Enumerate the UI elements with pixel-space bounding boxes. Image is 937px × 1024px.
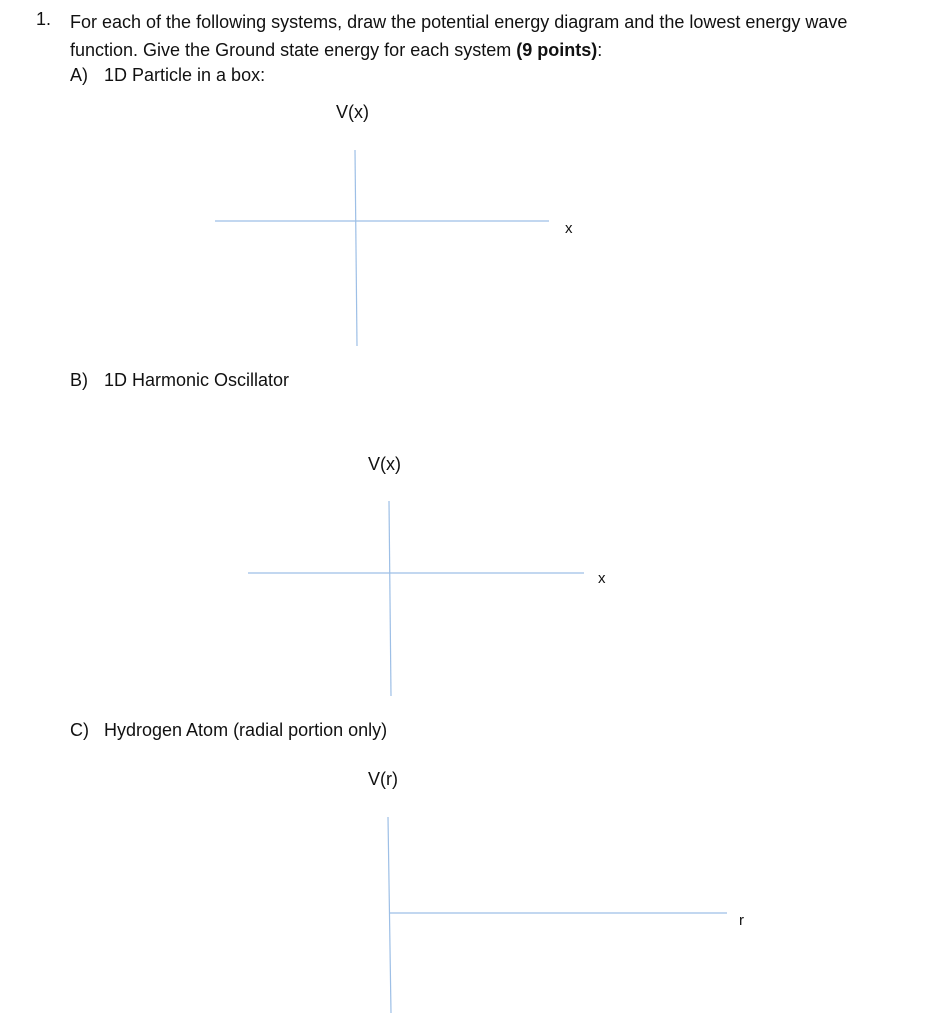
part-a-heading (70, 64, 265, 86)
part-a-letter: A) (70, 65, 88, 85)
part-a-y-axis (355, 150, 357, 346)
part-c-axes (388, 817, 727, 1013)
part-c-heading (70, 719, 387, 741)
part-a-axes (215, 150, 549, 346)
part-b-y-axis (389, 501, 391, 696)
part-a-x-axis-label: x (565, 220, 573, 237)
question-text-end: : (597, 40, 603, 60)
question-number: 1. (36, 9, 52, 29)
question-points: (9 points) (516, 40, 598, 60)
part-c-y-axis-label: V(r) (368, 769, 398, 789)
part-c-x-axis-label: r (739, 912, 744, 929)
question-prompt (70, 8, 900, 64)
part-c-letter: C) (70, 720, 89, 740)
part-a-title: 1D Particle in a box: (104, 65, 266, 85)
part-b-heading (70, 369, 289, 391)
part-b-letter: B) (70, 370, 88, 390)
part-b-x-axis-label: x (598, 570, 606, 587)
part-c-y-axis (388, 817, 391, 1013)
part-a-y-axis-label: V(x) (336, 102, 369, 122)
part-b-title: 1D Harmonic Oscillator (104, 370, 290, 390)
part-b-axes (248, 501, 584, 696)
question-text-main: For each of the following systems, draw the potential energy diagram and the lowest energy wave function. Give the Ground state energy for each system (70, 12, 848, 60)
part-b-y-axis-label: V(x) (368, 454, 401, 474)
part-c-title: Hydrogen Atom (radial portion only) (104, 720, 388, 740)
